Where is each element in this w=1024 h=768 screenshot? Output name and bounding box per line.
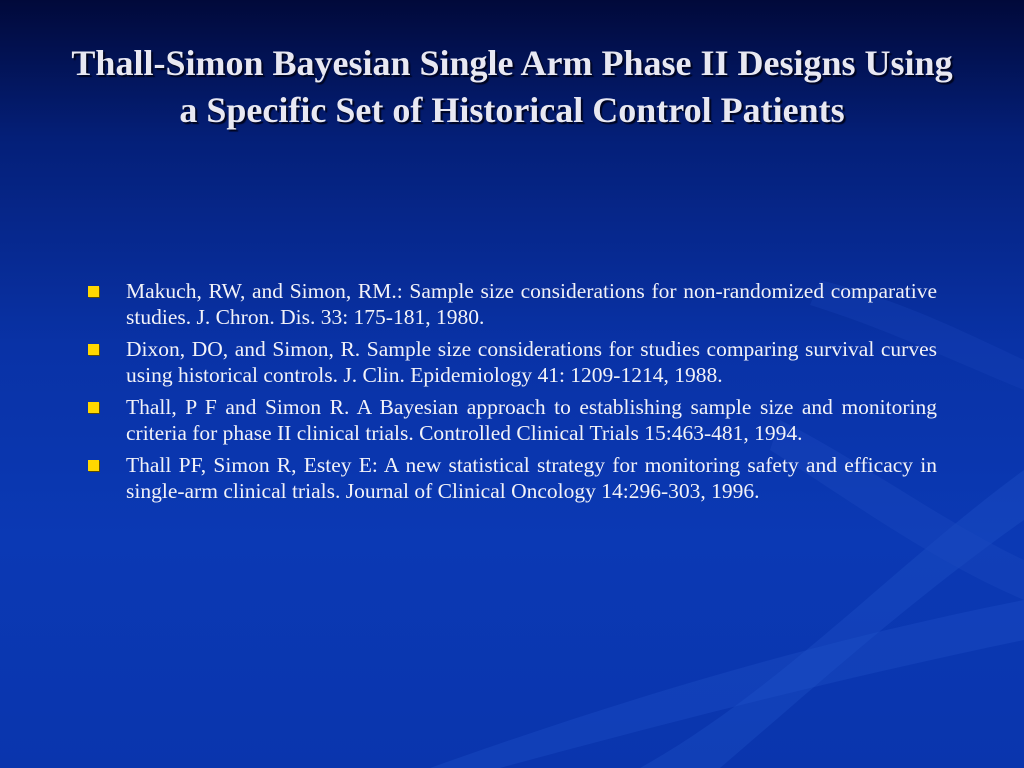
- reference-text: Thall PF, Simon R, Estey E: A new statistical strategy for monitoring safety and efficacy in single-arm clinical trials. Journal of Clinical Oncology 14:296-303, 1996.: [126, 453, 937, 503]
- list-item: [86, 278, 937, 330]
- reference-text: Dixon, DO, and Simon, R. Sample size considerations for studies comparing survival curves using historical controls. J. Clin. Epidemiology 41: 1209-1214, 1988.: [126, 337, 937, 387]
- square-bullet-icon: [88, 286, 99, 297]
- reference-list: [86, 278, 937, 510]
- list-item: [86, 394, 937, 446]
- list-item: [86, 452, 937, 504]
- reference-text: Makuch, RW, and Simon, RM.: Sample size considerations for non-randomized comparative studies. J. Chron. Dis. 33: 175-181, 1980.: [126, 279, 937, 329]
- square-bullet-icon: [88, 344, 99, 355]
- square-bullet-icon: [88, 402, 99, 413]
- list-item: [86, 336, 937, 388]
- reference-text: Thall, P F and Simon R. A Bayesian approach to establishing sample size and monitoring criteria for phase II clinical trials. Controlled Clinical Trials 15:463-481, 1994.: [126, 395, 937, 445]
- slide-title: Thall-Simon Bayesian Single Arm Phase II Designs Using a Specific Set of Historical Control Patients: [71, 43, 953, 130]
- square-bullet-icon: [88, 460, 99, 471]
